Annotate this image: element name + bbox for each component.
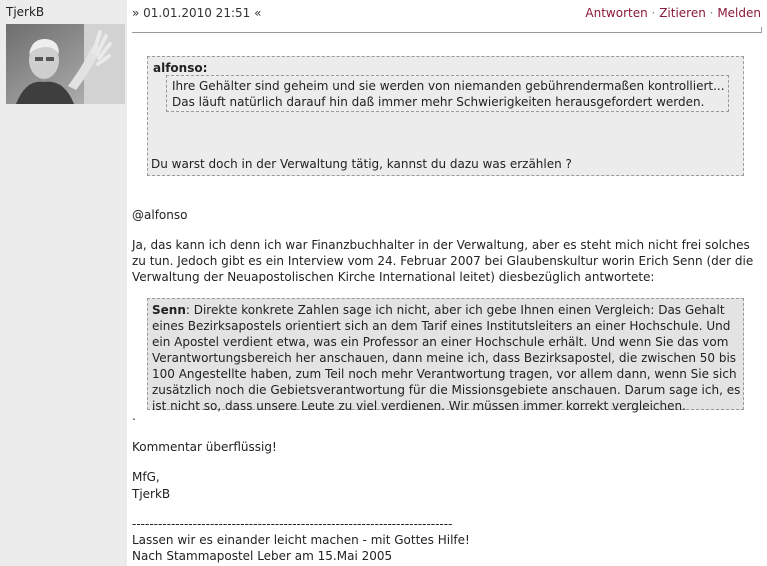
action-separator: · [651,6,656,20]
author-avatar[interactable] [6,24,125,104]
header-divider [132,32,762,33]
mention: @alfonso [132,208,188,222]
quote-line [152,302,743,318]
author-sidebar [0,0,127,566]
author-username[interactable]: TjerkB [6,5,45,19]
action-separator: · [709,6,714,20]
post-actions [585,6,761,20]
quote-line: ist nicht so, dass unsere Leute zu viel verdienen. Wir müssen immer korrekt vergleichen. [152,399,686,413]
report-link[interactable]: Melden [717,6,761,20]
signature-line: Nach Stammapostel Leber am 15.Mai 2005 [132,549,393,563]
paragraph-line: Ja, das kann ich denn ich war Finanzbuchhalter in der Verwaltung, aber es steht mich nicht frei solches [132,238,750,252]
paragraph-line: Verwaltung der Neuapostolischen Kirche International leitet) diesbezüglich antwortete: [132,270,655,284]
signoff: TjerkB [132,487,171,501]
quote-speaker: Senn [152,303,186,317]
quoted-post [147,56,744,176]
post-date: » 01.01.2010 21:51 « [132,6,262,20]
dot: . [132,409,136,423]
quote-line: ein Apostel verdient etwa, was ein Professor an einer Hochschule erhält. Und wenn Sie das vom [152,335,729,349]
nested-quote-line: Ihre Gehälter sind geheim und sie werden von niemanden gebührendermaßen kontrolliert... [172,79,725,93]
avatar-photo [6,24,125,104]
quote-link[interactable]: Zitieren [659,6,706,20]
quote-line: 100 Angestellte haben, zum Teil noch mehr Verantwortung tragen, vor allem dann, wenn Sie sich [152,367,737,381]
paragraph-line: zu tun. Jedoch gibt es ein Interview vom 24. Februar 2007 bei Glaubenskultur worin Erich Senn (der die [132,254,754,268]
signature-line: Lassen wir es einander leicht machen - mit Gottes Hilfe! [132,533,470,547]
nested-quote-line: Das läuft natürlich darauf hin daß immer mehr Schwierigkeiten herausgefordert werden. [172,95,705,109]
body-paragraph [132,237,753,285]
quote-reply-text: Du warst doch in der Verwaltung tätig, kannst du dazu was erzählen ? [151,157,572,171]
signature [132,516,470,564]
reply-link[interactable]: Antworten [585,6,648,20]
quote-line-rest: : Direkte konkrete Zahlen sage ich nicht, aber ich gebe Ihnen einen Vergleich: Das Gehalt [185,303,725,317]
quote-line: eines Bezirksapostels orientiert sich an dem Tarif eines Institutsleiters an einer Hochschule. Und [152,319,731,333]
quote-author: alfonso: [153,61,208,75]
signature-divider: -------------------------------------------------------------------------- [132,517,453,531]
greeting: MfG, [132,470,160,484]
comment: Kommentar überflüssig! [132,440,277,454]
senn-quote [147,298,744,413]
quote-line: Verantwortungsbereich her anschauen, dann meine ich, dass Bezirksapostel, die zwischen 50 bis [152,351,737,365]
quote-line: zusätzlich noch die Gebietsverantwortung für die Missionsgebiete anschauen. Darum sage ich, es [152,383,741,397]
nested-quote [166,75,729,112]
